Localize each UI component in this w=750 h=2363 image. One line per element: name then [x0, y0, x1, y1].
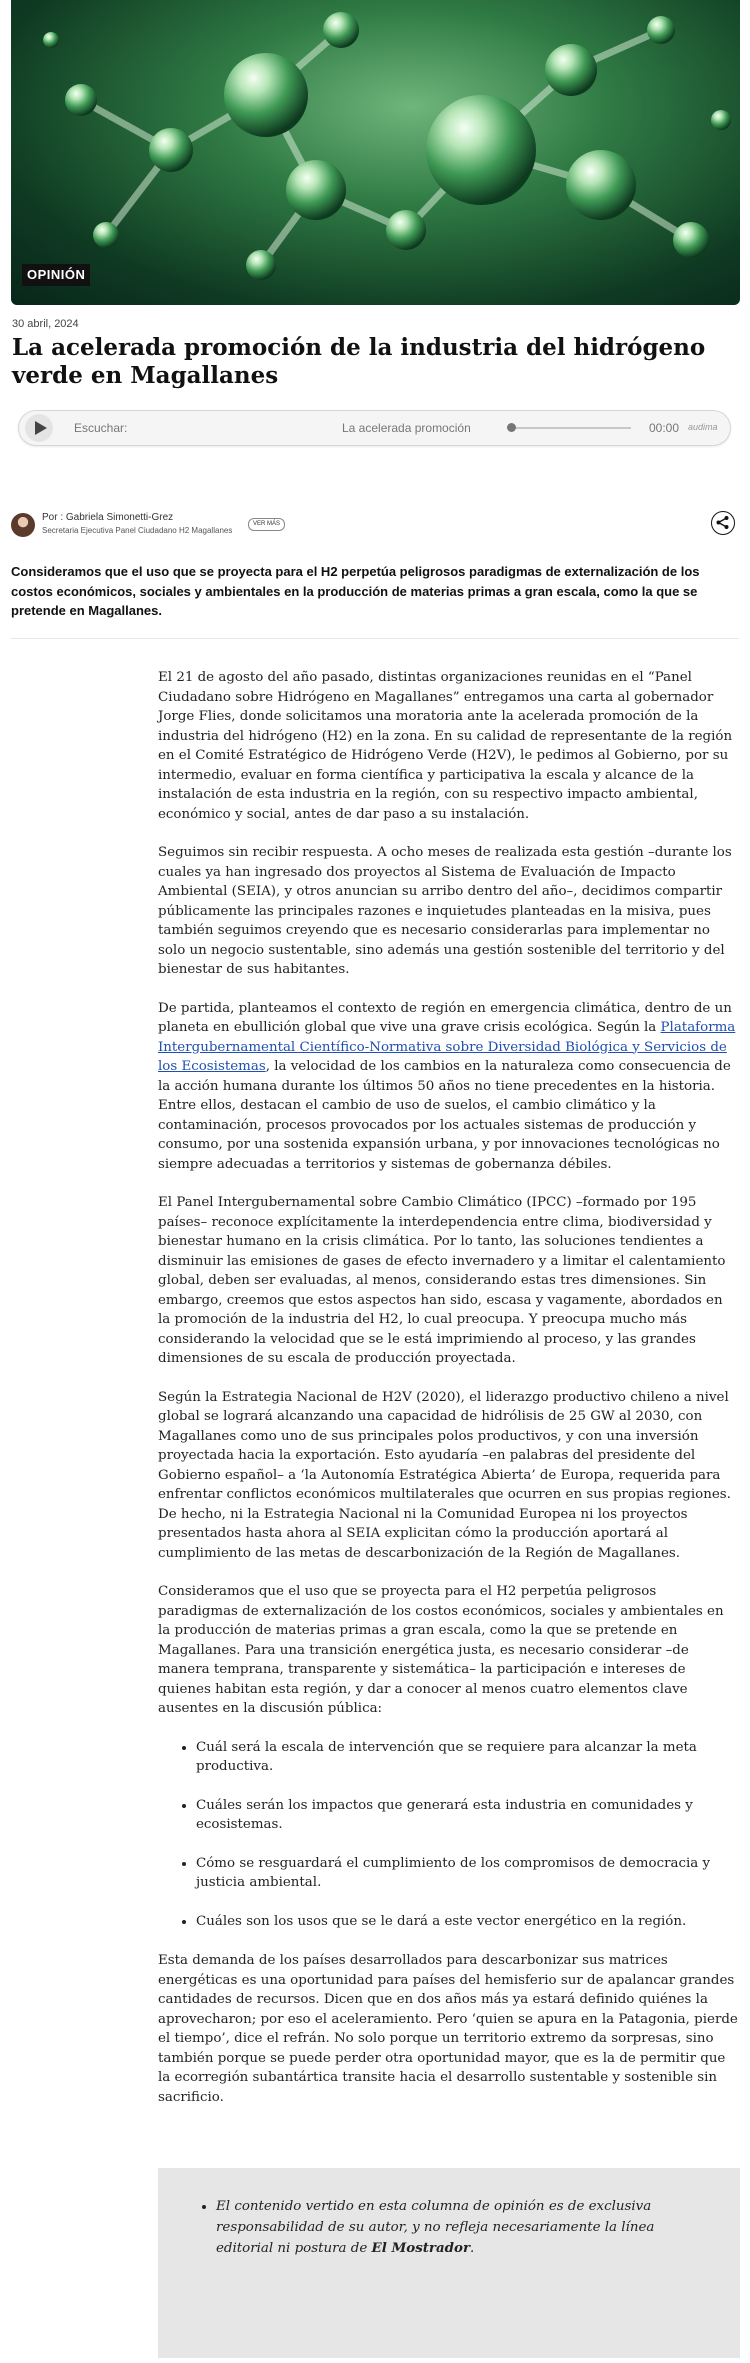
- author-role: Secretaria Ejecutiva Panel Ciudadano H2 Magallanes: [42, 526, 233, 535]
- body-paragraph-4: El Panel Intergubernamental sobre Cambio Climático (IPCC) –formado por 195 países– reconoce explícitamente la interdependencia entre clima, biodiversidad y bienestar humano en la crisis climática. Por lo tanto, las soluciones tendientes a disminuir las emisiones de gases de efecto invernadero y a limitar el calentamiento global, deben ser evaluadas, al menos, considerando estas tres dimensiones. Sin embargo, creemos que estos aspectos han sido, escasa y vagamente, abordados en la promoción de la industria del H2, lo cual preocupa. Y preocupa mucho más considerando la velocidad que se le está imprimiendo al proceso, y las grandes dimensiones de su escala de producción proyectada.: [158, 1195, 726, 1366]
- category-badge[interactable]: OPINIÓN: [22, 264, 90, 286]
- list-item: • Cuáles son los usos que se le dará a este vector energético en la región.: [196, 1912, 738, 1932]
- list-item: • Cuáles serán los impactos que generará esta industria en comunidades y ecosistemas.: [196, 1796, 738, 1835]
- paragraph-3-end: , la velocidad de los cambios en la naturaleza como consecuencia de la acción humana durante los últimos 50 años no tiene precedentes en la historia. Entre ellos, destacan el cambio de uso de suelos, el cambio climático y la contaminación, procesos provocados por los actuales sistemas de producción y consumo, por una sostenida expansión urbana, y por innovaciones tecnológicas no siempre adecuadas a territorios y sistemas de gobernanza débiles.: [158, 1059, 731, 1172]
- author-byline[interactable]: Por : Gabriela Simonetti-Grez: [42, 512, 174, 523]
- body-paragraph-2: Seguimos sin recibir respuesta. A ocho meses de realizada esta gestión –durante los cuales ya han ingresado dos proyectos al Sistema de Evaluación de Impacto Ambiental (SEIA), y otros anuncian su arribo dentro del año–, decidimos compartir públicamente las principales razones e inquietudes planteadas en la misiva, pues también seguimos creyendo que es necesario considerarlas para implementar no solo un negocio sustentable, sino además una gestión sostenible del territorio y del bienestar de sus habitantes.: [158, 845, 732, 977]
- body-paragraph-6: Consideramos que el uso que se proyecta para el H2 perpetúa peligrosos paradigmas de externalización de los costos económicos, sociales y ambientales en la producción de materias primas a gran escala, como la que se pretende en Magallanes. Para una transición energética justa, es necesario considerar –de manera temprana, transparente y sistemática– la participación e intereses de quienes habitan esta región, y dar a conocer al menos cuatro elementos clave ausentes en la discusión pública:: [158, 1584, 724, 1716]
- outlet-name: El Mostrador: [371, 2240, 471, 2256]
- share-button[interactable]: [711, 511, 735, 535]
- author-avatar[interactable]: [11, 513, 35, 537]
- list-item: • Cuál será la escala de intervención que se requiere para alcanzar la meta productiva.: [196, 1738, 738, 1777]
- lead-divider: [11, 638, 739, 639]
- article-lead: Consideramos que el uso que se proyecta para el H2 perpetúa peligrosos paradigmas de externalización de los costos económicos, sociales y ambientales en la producción de materias primas a gran escala, como la que se pretende en Magallanes.: [11, 564, 700, 618]
- disclaimer-text: [216, 2196, 712, 2259]
- body-paragraph-3: [158, 999, 738, 1175]
- audio-time: 00:00: [649, 421, 680, 435]
- publish-date: 30 abril, 2024: [12, 318, 79, 330]
- listen-label: Escuchar:: [74, 421, 128, 435]
- article-title: La acelerada promoción de la industria del hidrógeno verde en Magallanes: [12, 334, 706, 389]
- audio-progress-bar[interactable]: [511, 427, 631, 429]
- audio-brand[interactable]: audima: [688, 422, 718, 432]
- disclaimer-end: .: [470, 2241, 475, 2256]
- key-elements-list: [158, 1738, 738, 1932]
- paragraph-3-start: De partida, planteamos el contexto de región en emergencia climática, dentro de un planeta en ebullición global que vive una grave crisis ecológica. Según la: [158, 1000, 732, 1035]
- audio-track-title: La acelerada promoción: [342, 421, 471, 435]
- molecule-illustration: [11, 0, 740, 305]
- disclaimer-body: El contenido vertido en esta columna de opinión es de exclusiva responsabilidad de su autor, y no refleja necesariamente la línea editorial ni postura de: [216, 2199, 655, 2256]
- play-icon[interactable]: [25, 414, 53, 442]
- ipbes-link[interactable]: Plataforma Intergubernamental Científico-Normativa sobre Diversidad Biológica y Servicios de los Ecosistemas: [158, 1020, 736, 1074]
- body-paragraph-1: El 21 de agosto del año pasado, distintas organizaciones reunidas en el “Panel Ciudadano sobre Hidrógeno en Magallanes” entregamos una carta al gobernador Jorge Flies, donde solicitamos una moratoria ante la acelerada promoción de la industria del hidrógeno (H2) en la zona. En su calidad de representante de la región en el Comité Estratégico de Hidrógeno Verde (H2V), le pedimos al Gobierno, por su intermedio, evaluar en forma científica y participativa la escala y alcance de la instalación de esta industria en la región, con su respectivo impacto ambiental, económico y social, antes de dar paso a su instalación.: [158, 670, 733, 822]
- body-paragraph-7: Esta demanda de los países desarrollados para descarbonizar sus matrices energéticas es una oportunidad para países del hemisferio sur de apalancar grandes cantidades de recursos. Dicen que en dos años más ya estará definido quiénes la aprovecharon; por eso el aceleramiento. Pero ‘quien se apura en la Patagonia, pierde el tiempo’, dice el refrán. No solo porque un territorio extremo da sorpresas, sino también porque se puede perder otra oportunidad mayor, que es la de permitir que la ecorregión subantártica transite hacia el desarrollo sustentable y sostenible sin sacrificio.: [158, 1953, 738, 2105]
- article-body: [158, 668, 738, 2126]
- hero-image: [11, 0, 740, 305]
- audio-player: [18, 410, 731, 446]
- disclaimer-box: [158, 2168, 740, 2358]
- body-paragraph-5: Según la Estrategia Nacional de H2V (2020), el liderazgo productivo chileno a nivel global se logrará alcanzando una capacidad de hidrólisis de 25 GW al 2030, con Magallanes como uno de sus principales polos productivos, y con una inversión proyectada hacia la exportación. Esto ayudaría –en palabras del presidente del Gobierno español– a ‘la Autonomía Estratégica Abierta’ de Europa, requerida para enfrentar conflictos económicos multilaterales que ocurren en sus propias regiones. De hecho, ni la Estrategia Nacional ni la Comunidad Europea ni los proyectos presentados hasta ahora al SEIA explicitan cómo la producción aportará al cumplimiento de las metas de descarbonización de la Región de Magallanes.: [158, 1389, 731, 1561]
- list-item: • Cómo se resguardará el cumplimiento de los compromisos de democracia y justicia ambiental.: [196, 1854, 738, 1893]
- see-more-button[interactable]: VER MÁS: [248, 518, 285, 531]
- share-icon: [715, 515, 730, 530]
- audio-progress-knob[interactable]: [507, 423, 516, 432]
